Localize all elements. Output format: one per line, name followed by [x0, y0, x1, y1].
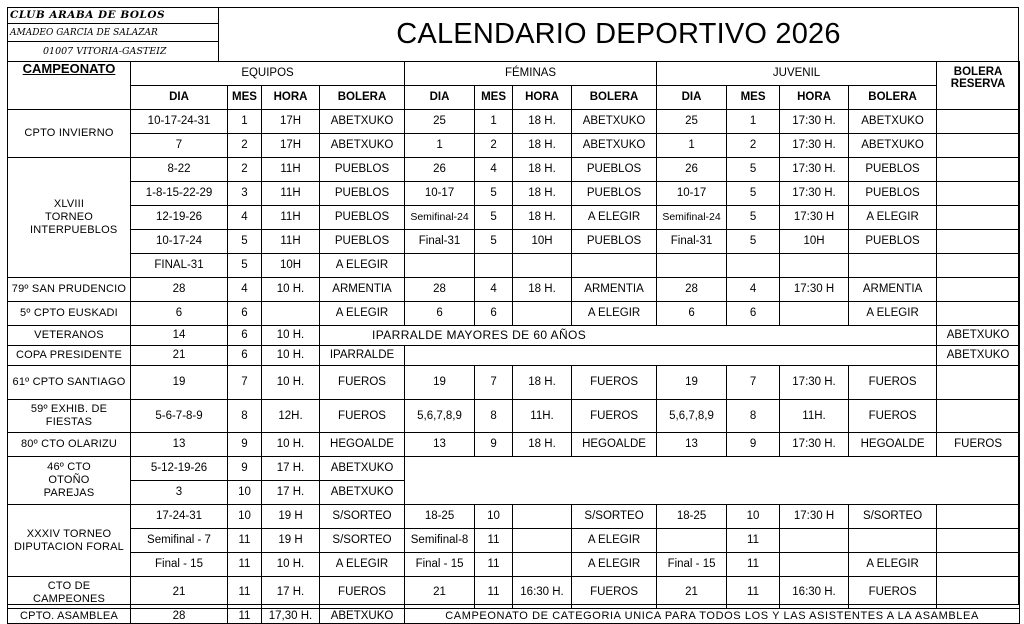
reserva-cell	[937, 110, 1020, 134]
cell: 9	[228, 433, 262, 457]
cell: 18 H.	[513, 110, 572, 134]
cell: FINAL-31	[131, 254, 228, 278]
reserva-cell	[937, 400, 1020, 433]
cell: FUEROS	[572, 366, 657, 400]
cell: 5	[727, 206, 780, 230]
table-row	[8, 326, 1020, 346]
cell: 5-6-7-8-9	[131, 400, 228, 433]
cell: ABETXUKO	[320, 457, 405, 481]
cell: 19	[405, 366, 475, 400]
juvenil-hora-header: HORA	[780, 86, 849, 110]
table-row	[8, 457, 1020, 481]
cell: 10 H.	[262, 278, 320, 302]
cell	[780, 553, 849, 577]
cell: Final-31	[657, 230, 727, 254]
campeonato-cell: 59º EXHIB. DE FIESTAS	[8, 400, 131, 433]
cell: 5	[727, 182, 780, 206]
juvenil-bolera-header: BOLERA	[849, 86, 937, 110]
cell: ABETXUKO	[572, 110, 657, 134]
cell: ABETXUKO	[320, 609, 405, 624]
cell: ABETXUKO	[320, 481, 405, 505]
cell: 11	[228, 553, 262, 577]
cell: 17 H.	[262, 577, 320, 609]
table-row	[8, 302, 1020, 326]
cell: 21	[405, 577, 475, 609]
equipos-header: EQUIPOS	[131, 62, 405, 86]
cell: 2	[228, 158, 262, 182]
cell: A ELEGIR	[320, 302, 405, 326]
campeonato-cell: CTO DE CAMPEONES	[8, 577, 131, 609]
campeonato-cell: XXXIV TORNEO DIPUTACION FORAL	[8, 505, 131, 577]
cell: 28	[657, 278, 727, 302]
cell: 11H	[262, 158, 320, 182]
cell: 10 H.	[262, 366, 320, 400]
cell: ABETXUKO	[572, 134, 657, 158]
campeonato-cell: 80º CTO OLARIZU	[8, 433, 131, 457]
campeonato-cell: 46º CTO OTOÑO PAREJAS	[8, 457, 131, 505]
cell: 7	[131, 134, 228, 158]
cell: FUEROS	[849, 577, 937, 609]
table-row	[8, 577, 1020, 609]
equipos-mes-header: MES	[228, 86, 262, 110]
cell: 7	[228, 366, 262, 400]
cell: 11	[727, 529, 780, 553]
cell	[513, 553, 572, 577]
cell: 10 H.	[262, 433, 320, 457]
cell: 18 H.	[513, 182, 572, 206]
cell: PUEBLOS	[320, 206, 405, 230]
cell: 11H.	[513, 400, 572, 433]
reserva-cell	[937, 577, 1020, 609]
cell: FUEROS	[849, 400, 937, 433]
cell: FUEROS	[320, 400, 405, 433]
cell: 3	[228, 182, 262, 206]
cell: FUEROS	[320, 577, 405, 609]
cell: 10	[727, 505, 780, 529]
cell: 11	[727, 577, 780, 609]
cell: 13	[405, 433, 475, 457]
cell: 17 H.	[262, 481, 320, 505]
cell: 5,6,7,8,9	[405, 400, 475, 433]
cell: Final-31	[405, 230, 475, 254]
juvenil-header: JUVENIL	[657, 62, 937, 86]
cell: Final - 15	[131, 553, 228, 577]
cell: 11H	[262, 182, 320, 206]
cell: 6	[475, 302, 513, 326]
reserva-cell	[937, 553, 1020, 577]
cell: 10	[475, 505, 513, 529]
cell: S/SORTEO	[572, 505, 657, 529]
cell: 8	[228, 400, 262, 433]
cell: PUEBLOS	[572, 230, 657, 254]
cell: S/SORTEO	[849, 505, 937, 529]
cell: S/SORTEO	[320, 505, 405, 529]
cell: 18-25	[405, 505, 475, 529]
reserva-cell: ABETXUKO	[937, 346, 1020, 366]
cell: FUEROS	[849, 366, 937, 400]
cell: 8	[475, 400, 513, 433]
reserva-cell	[937, 366, 1020, 400]
cell: 19	[657, 366, 727, 400]
table-row	[8, 400, 1020, 433]
cell: 9	[228, 457, 262, 481]
juvenil-dia-header: DIA	[657, 86, 727, 110]
cell: 5	[228, 254, 262, 278]
cell	[727, 254, 780, 278]
cell: 12-19-26	[131, 206, 228, 230]
cell: 10H	[513, 230, 572, 254]
cell: 28	[405, 278, 475, 302]
cell: 1	[475, 110, 513, 134]
table-row	[8, 609, 1020, 624]
reserva-cell	[937, 302, 1020, 326]
cell: 5	[475, 182, 513, 206]
cell: A ELEGIR	[849, 206, 937, 230]
cell	[849, 254, 937, 278]
table-row	[8, 346, 1020, 366]
cell: 28	[131, 609, 228, 624]
table-row	[8, 433, 1020, 457]
cell: 10 H.	[262, 553, 320, 577]
cell: 17 H.	[262, 457, 320, 481]
table-row	[8, 134, 1020, 158]
cell: 9	[475, 433, 513, 457]
table-row	[8, 366, 1020, 400]
cell: 5	[475, 230, 513, 254]
cell: FUEROS	[572, 400, 657, 433]
cell: 10-17	[405, 182, 475, 206]
campeonato-cell: CPTO INVIERNO	[8, 110, 131, 158]
cell: 4	[475, 278, 513, 302]
cell: 1	[657, 134, 727, 158]
cell	[657, 529, 727, 553]
cell: 6	[727, 302, 780, 326]
reserva-cell: FUEROS	[937, 433, 1020, 457]
cell	[405, 254, 475, 278]
equipos-dia-header: DIA	[131, 86, 228, 110]
cell: Semifinal-8	[405, 529, 475, 553]
club-city: 01007 VITORIA-GASTEIZ	[43, 46, 167, 57]
feminas-bolera-header: BOLERA	[572, 86, 657, 110]
cell: PUEBLOS	[320, 158, 405, 182]
cell: 13	[657, 433, 727, 457]
club-address: AMADEO GARCIA DE SALAZAR	[7, 25, 218, 42]
cell: FUEROS	[320, 366, 405, 400]
cell: 14	[131, 326, 228, 346]
cell: 18 H.	[513, 206, 572, 230]
cell	[657, 254, 727, 278]
cell: A ELEGIR	[320, 254, 405, 278]
reserva-cell	[937, 206, 1020, 230]
cell: 1	[727, 110, 780, 134]
cell: A ELEGIR	[849, 302, 937, 326]
cell: Semifinal-24	[405, 206, 475, 230]
cell	[513, 254, 572, 278]
cell: PUEBLOS	[849, 230, 937, 254]
cell: 6	[228, 326, 262, 346]
cell: 17:30 H.	[780, 433, 849, 457]
cell: ABETXUKO	[849, 134, 937, 158]
table-row	[8, 230, 1020, 254]
cell: 10 H.	[262, 326, 320, 346]
cell: 21	[657, 577, 727, 609]
cell: HEGOALDE	[572, 433, 657, 457]
cell: Final - 15	[657, 553, 727, 577]
cell: 17-24-31	[131, 505, 228, 529]
cell: 18 H.	[513, 278, 572, 302]
table-row	[8, 158, 1020, 182]
cell: 17:30 H	[780, 206, 849, 230]
table-row	[8, 254, 1020, 278]
cell	[513, 505, 572, 529]
group-header-row	[8, 62, 1020, 86]
cell: A ELEGIR	[849, 553, 937, 577]
cell: 4	[727, 278, 780, 302]
cell: 11	[475, 553, 513, 577]
cell: 4	[228, 206, 262, 230]
cell: PUEBLOS	[572, 182, 657, 206]
cell: 10-17-24	[131, 230, 228, 254]
equipos-hora-header: HORA	[262, 86, 320, 110]
cell	[657, 326, 937, 346]
cell: IPARRALDE	[320, 346, 405, 366]
table-row	[8, 278, 1020, 302]
campeonato-cell: VETERANOS	[8, 326, 131, 346]
reserva-cell	[937, 254, 1020, 278]
cell: ABETXUKO	[849, 110, 937, 134]
cell	[780, 529, 849, 553]
cell: PUEBLOS	[849, 158, 937, 182]
cell: 17,30 H.	[262, 609, 320, 624]
cell: Semifinal - 7	[131, 529, 228, 553]
cell: 17H	[262, 134, 320, 158]
cell	[513, 529, 572, 553]
cell: 19 H	[262, 505, 320, 529]
table-row	[8, 206, 1020, 230]
cell: 11	[228, 529, 262, 553]
reserva-cell: ABETXUKO	[937, 326, 1020, 346]
cell: 21	[131, 577, 228, 609]
cell: 17:30 H.	[780, 366, 849, 400]
cell: 6	[131, 302, 228, 326]
cell: 25	[657, 110, 727, 134]
cell: 16:30 H.	[513, 577, 572, 609]
veteranos-note: IPARRALDE MAYORES DE 60 AÑOS	[320, 326, 657, 346]
club-info	[7, 7, 219, 61]
cell: FUEROS	[572, 577, 657, 609]
feminas-hora-header: HORA	[513, 86, 572, 110]
cell: 26	[405, 158, 475, 182]
table-row	[8, 182, 1020, 206]
cell: 1-8-15-22-29	[131, 182, 228, 206]
feminas-mes-header: MES	[475, 86, 513, 110]
feminas-header: FÉMINAS	[405, 62, 657, 86]
cell: 5	[475, 206, 513, 230]
cell: ARMENTIA	[320, 278, 405, 302]
cell: 11H.	[780, 400, 849, 433]
cell: ARMENTIA	[849, 278, 937, 302]
cell: 1	[228, 110, 262, 134]
cell: 13	[131, 433, 228, 457]
cell: 2	[228, 134, 262, 158]
table-row	[8, 529, 1020, 553]
cell: 21	[131, 346, 228, 366]
cell: A ELEGIR	[572, 206, 657, 230]
cell: Final - 15	[405, 553, 475, 577]
cell: 2	[727, 134, 780, 158]
cell: 11	[228, 577, 262, 609]
cell: 26	[657, 158, 727, 182]
reserva-cell	[937, 505, 1020, 529]
cell: 11	[475, 529, 513, 553]
cell: S/SORTEO	[320, 529, 405, 553]
cell	[405, 457, 1020, 505]
table-row	[8, 553, 1020, 577]
cell	[572, 254, 657, 278]
asamblea-note: CAMPEONATO DE CATEGORIA UNICA PARA TODOS LOS Y LAS ASISTENTES A LA ASAMBLEA	[405, 609, 1020, 624]
cell: 10-17-24-31	[131, 110, 228, 134]
reserva-cell	[937, 158, 1020, 182]
page-title: CALENDARIO DEPORTIVO 2026	[396, 18, 841, 50]
campeonato-cell: 61º CPTO SANTIAGO	[8, 366, 131, 400]
cell	[262, 302, 320, 326]
column-header-row	[8, 86, 1020, 110]
cell: 6	[228, 302, 262, 326]
table-row	[8, 505, 1020, 529]
cell: 11H	[262, 230, 320, 254]
cell: 6	[405, 302, 475, 326]
cell: 28	[131, 278, 228, 302]
cell: 6	[657, 302, 727, 326]
cell: 18-25	[657, 505, 727, 529]
cell: 17:30 H.	[780, 134, 849, 158]
cell: 17:30 H.	[780, 110, 849, 134]
cell: 8	[727, 400, 780, 433]
cell: HEGOALDE	[849, 433, 937, 457]
table-row	[8, 110, 1020, 134]
cell: 10 H.	[262, 346, 320, 366]
reserva-cell	[937, 182, 1020, 206]
cell: 10	[228, 481, 262, 505]
cell: 16:30 H.	[780, 577, 849, 609]
cell: 5,6,7,8,9	[657, 400, 727, 433]
cell: 4	[228, 278, 262, 302]
cell: PUEBLOS	[572, 158, 657, 182]
cell: A ELEGIR	[572, 529, 657, 553]
cell: 10	[228, 505, 262, 529]
cell	[475, 254, 513, 278]
feminas-dia-header: DIA	[405, 86, 475, 110]
cell	[405, 346, 937, 366]
cell: 10-17	[657, 182, 727, 206]
equipos-bolera-header: BOLERA	[320, 86, 405, 110]
cell	[849, 529, 937, 553]
cell	[780, 254, 849, 278]
cell: 18 H.	[513, 366, 572, 400]
cell: 5-12-19-26	[131, 457, 228, 481]
cell: 5	[727, 230, 780, 254]
cell: 7	[475, 366, 513, 400]
cell: Semifinal-24	[657, 206, 727, 230]
cell: 1	[405, 134, 475, 158]
cell: 4	[475, 158, 513, 182]
campeonato-cell: 79º SAN PRUDENCIO	[8, 278, 131, 302]
campeonato-header: CAMPEONATO	[8, 62, 131, 110]
cell: A ELEGIR	[572, 302, 657, 326]
cell: 17:30 H	[780, 278, 849, 302]
reserva-cell	[937, 529, 1020, 553]
cell: 17:30 H	[780, 505, 849, 529]
campeonato-cell: COPA PRESIDENTE	[8, 346, 131, 366]
cell: 18 H.	[513, 158, 572, 182]
cell: 17:30 H.	[780, 158, 849, 182]
cell: A ELEGIR	[572, 553, 657, 577]
cell: 7	[727, 366, 780, 400]
reserva-cell	[937, 230, 1020, 254]
cell: 10H	[262, 254, 320, 278]
reserva-cell	[937, 278, 1020, 302]
calendar-table	[7, 61, 1020, 624]
cell: 3	[131, 481, 228, 505]
bolera-reserva-header: BOLERA RESERVA	[937, 62, 1020, 110]
reserva-cell	[937, 134, 1020, 158]
cell: PUEBLOS	[320, 230, 405, 254]
juvenil-mes-header: MES	[727, 86, 780, 110]
cell: 11H	[262, 206, 320, 230]
cell: 10H	[780, 230, 849, 254]
cell: 5	[727, 158, 780, 182]
cell: ARMENTIA	[572, 278, 657, 302]
cell: 12H.	[262, 400, 320, 433]
cell: 18 H.	[513, 433, 572, 457]
cell: ABETXUKO	[320, 134, 405, 158]
cell: 11	[228, 609, 262, 624]
cell: 19	[131, 366, 228, 400]
campeonato-cell: CPTO. ASAMBLEA	[8, 609, 131, 624]
cell: 2	[475, 134, 513, 158]
cell: HEGOALDE	[320, 433, 405, 457]
cell: PUEBLOS	[849, 182, 937, 206]
cell: 17:30 H.	[780, 182, 849, 206]
campeonato-cell: XLVIII TORNEO INTERPUEBLOS	[8, 158, 131, 278]
campeonato-cell: 5º CPTO EUSKADI	[8, 302, 131, 326]
cell: 11	[475, 577, 513, 609]
cell: 9	[727, 433, 780, 457]
cell: 19 H	[262, 529, 320, 553]
cell	[513, 302, 572, 326]
cell: 6	[228, 346, 262, 366]
cell: 8-22	[131, 158, 228, 182]
cell: ABETXUKO	[320, 110, 405, 134]
cell: 17H	[262, 110, 320, 134]
cell: A ELEGIR	[320, 553, 405, 577]
cell: 18 H.	[513, 134, 572, 158]
cell: 5	[228, 230, 262, 254]
cell	[780, 302, 849, 326]
club-name: CLUB ARABA DE BOLOS	[7, 7, 218, 24]
cell: PUEBLOS	[320, 182, 405, 206]
cell: 11	[727, 553, 780, 577]
cell: 25	[405, 110, 475, 134]
